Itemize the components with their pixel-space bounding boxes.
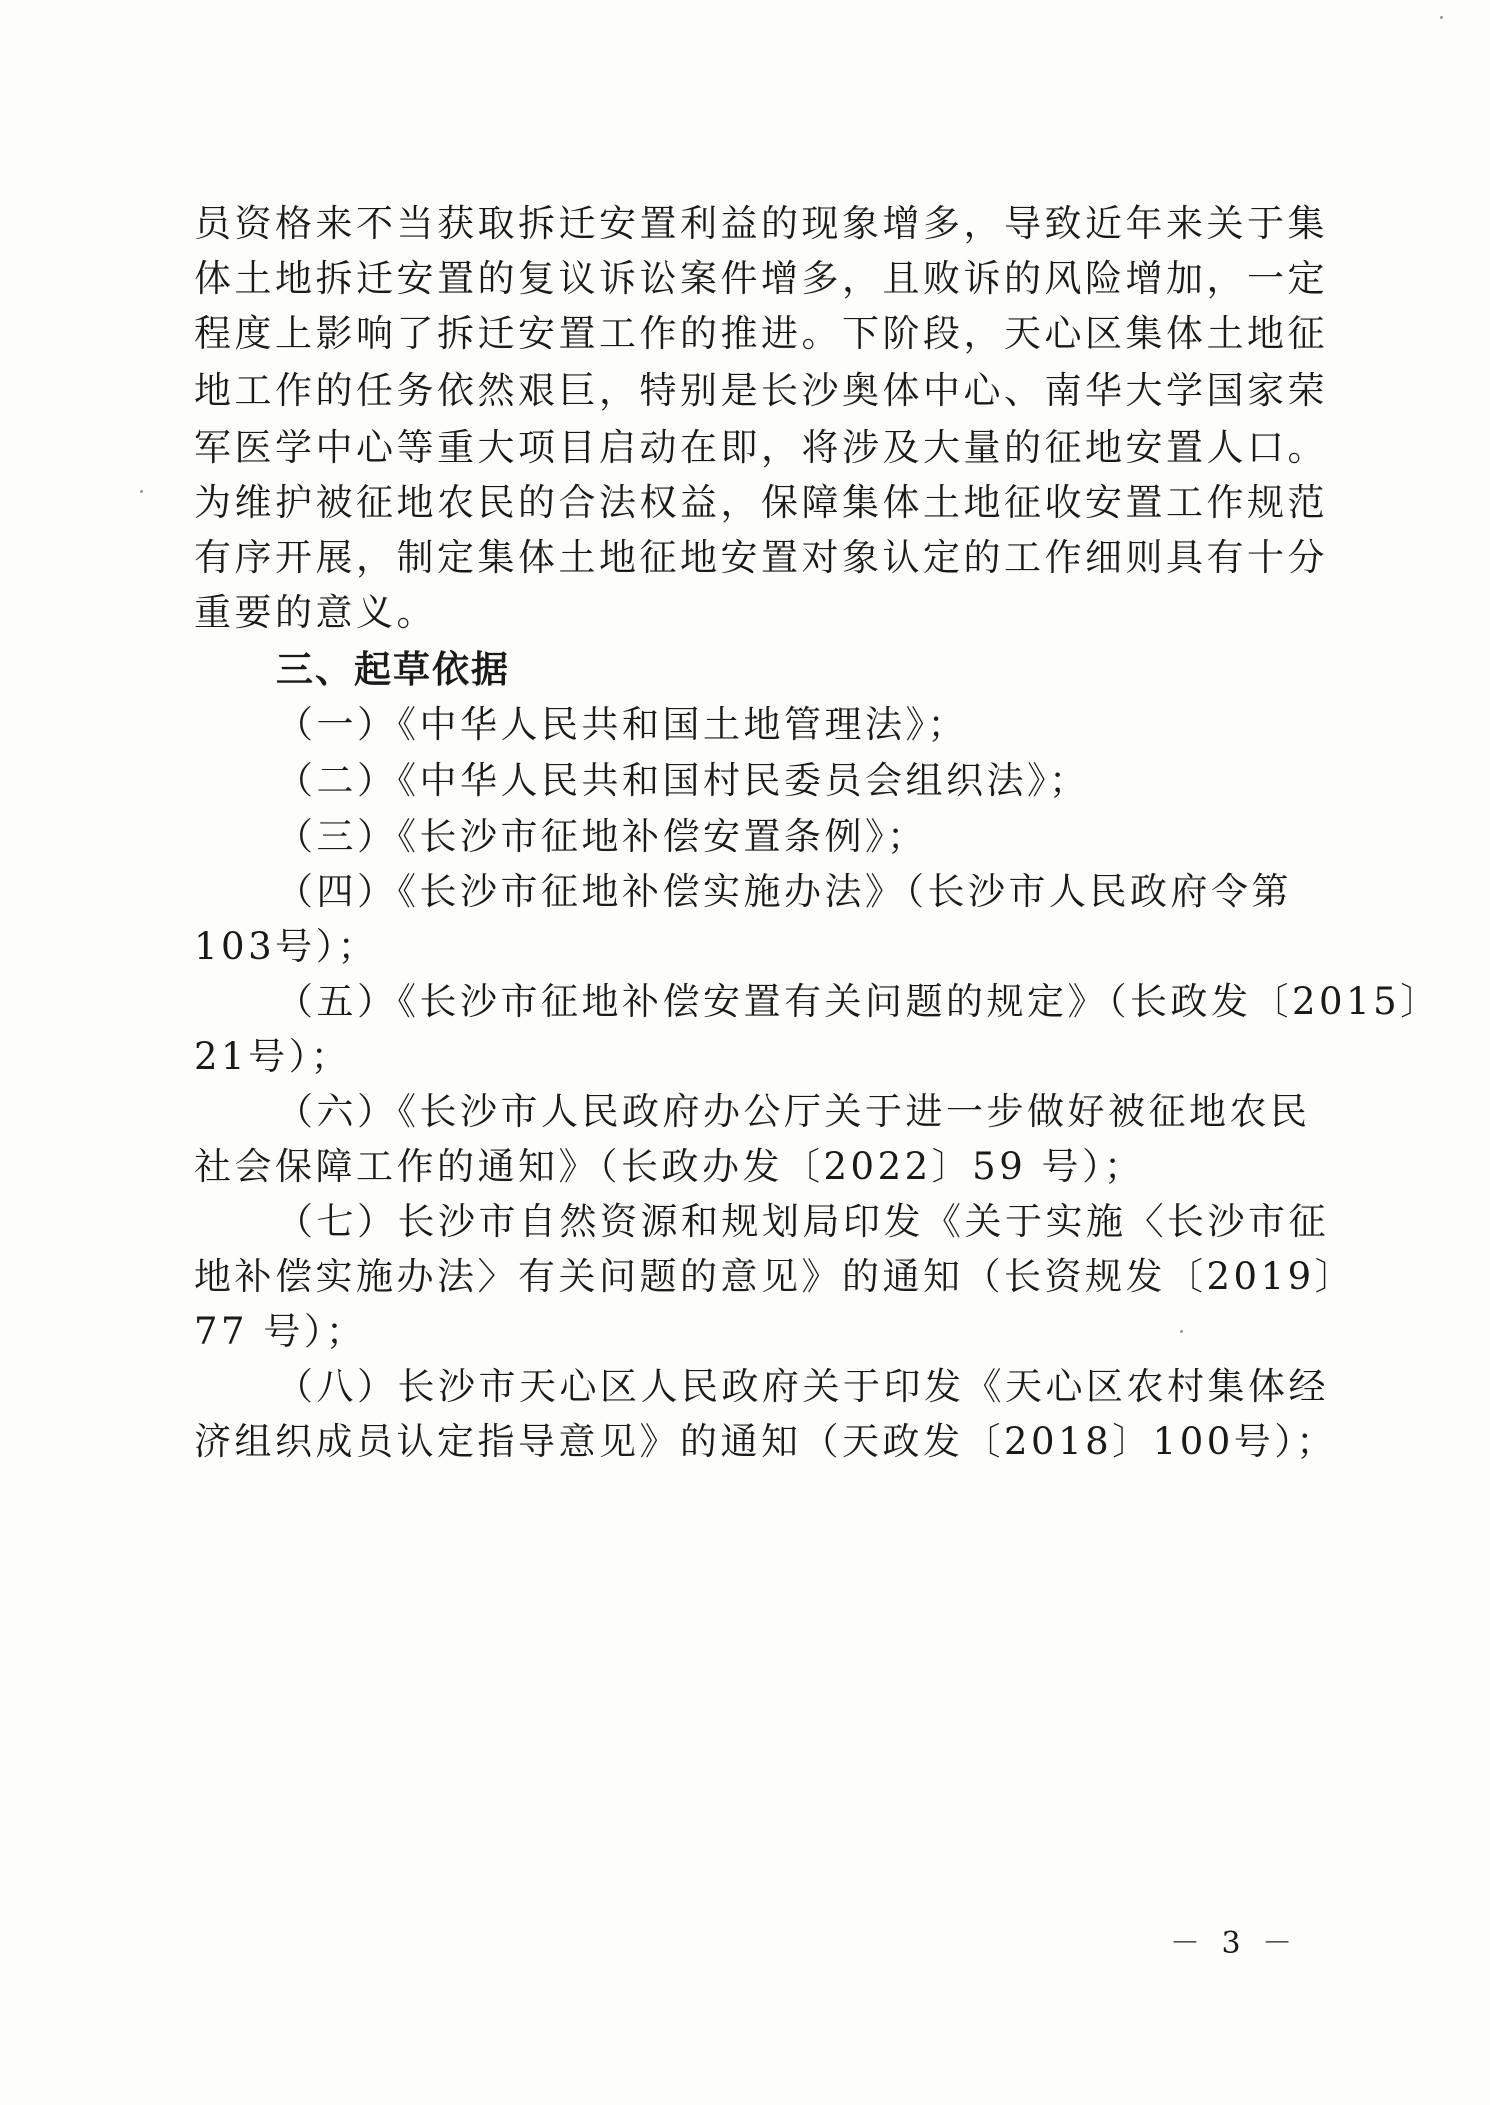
basis-item-4-continued: 103号）； (194, 925, 379, 968)
paragraph-line: 员资格来不当获取拆迁安置利益的现象增多，导致近年来关于集 (194, 202, 1328, 245)
scan-speck (1180, 1330, 1183, 1333)
paragraph-line: 地工作的任务依然艰巨，特别是长沙奥体中心、南华大学国家荣 (194, 369, 1328, 412)
paragraph-line: 为维护被征地农民的合法权益，保障集体土地征收安置工作规范 (194, 481, 1328, 524)
section-heading: 三、起草依据 (276, 648, 510, 691)
basis-item-5: （五）《长沙市征地补偿安置有关问题的规定》（长政发〔2015〕 (276, 980, 1441, 1023)
basis-item-2: （二）《中华人民共和国村民委员会组织法》； (276, 759, 1090, 802)
basis-item-7-continued: 77 号）； (194, 1310, 367, 1353)
paragraph-line: 军医学中心等重大项目启动在即，将涉及大量的征地安置人口。 (194, 426, 1328, 469)
page-number: － 3 － (1170, 1926, 1299, 1961)
scan-speck (1440, 16, 1443, 19)
basis-item-6-continued: 社会保障工作的通知》（长政办发〔2022〕59 号）； (194, 1145, 1145, 1188)
basis-item-6: （六）《长沙市人民政府办公厅关于进一步做好被征地农民 (276, 1090, 1311, 1133)
basis-item-1: （一）《中华人民共和国土地管理法》； (276, 703, 968, 746)
basis-item-4: （四）《长沙市征地补偿实施办法》（长沙市人民政府令第 (276, 870, 1292, 913)
basis-item-7: （七）长沙市自然资源和规划局印发《关于实施〈长沙市征 (276, 1200, 1329, 1243)
paragraph-line: 程度上影响了拆迁安置工作的推进。下阶段，天心区集体土地征 (194, 312, 1328, 355)
basis-item-7-continued: 地补偿实施办法〉有关问题的意见》的通知（长资规发〔2019〕 (194, 1255, 1356, 1298)
paragraph-line: 重要的意义。 (194, 591, 437, 634)
paragraph-line: 有序开展，制定集体土地征地安置对象认定的工作细则具有十分 (194, 536, 1328, 579)
basis-item-3: （三）《长沙市征地补偿安置条例》； (276, 815, 928, 858)
scan-speck (140, 490, 143, 493)
basis-item-8: （八）长沙市天心区人民政府关于印发《天心区农村集体经 (276, 1365, 1329, 1408)
paragraph-line: 体土地拆迁安置的复议诉讼案件增多，且败诉的风险增加，一定 (194, 257, 1328, 300)
basis-item-8-continued: 济组织成员认定指导意见》的通知（天政发〔2018〕100号）； (194, 1420, 1337, 1463)
basis-item-5-continued: 21号）； (194, 1035, 352, 1078)
